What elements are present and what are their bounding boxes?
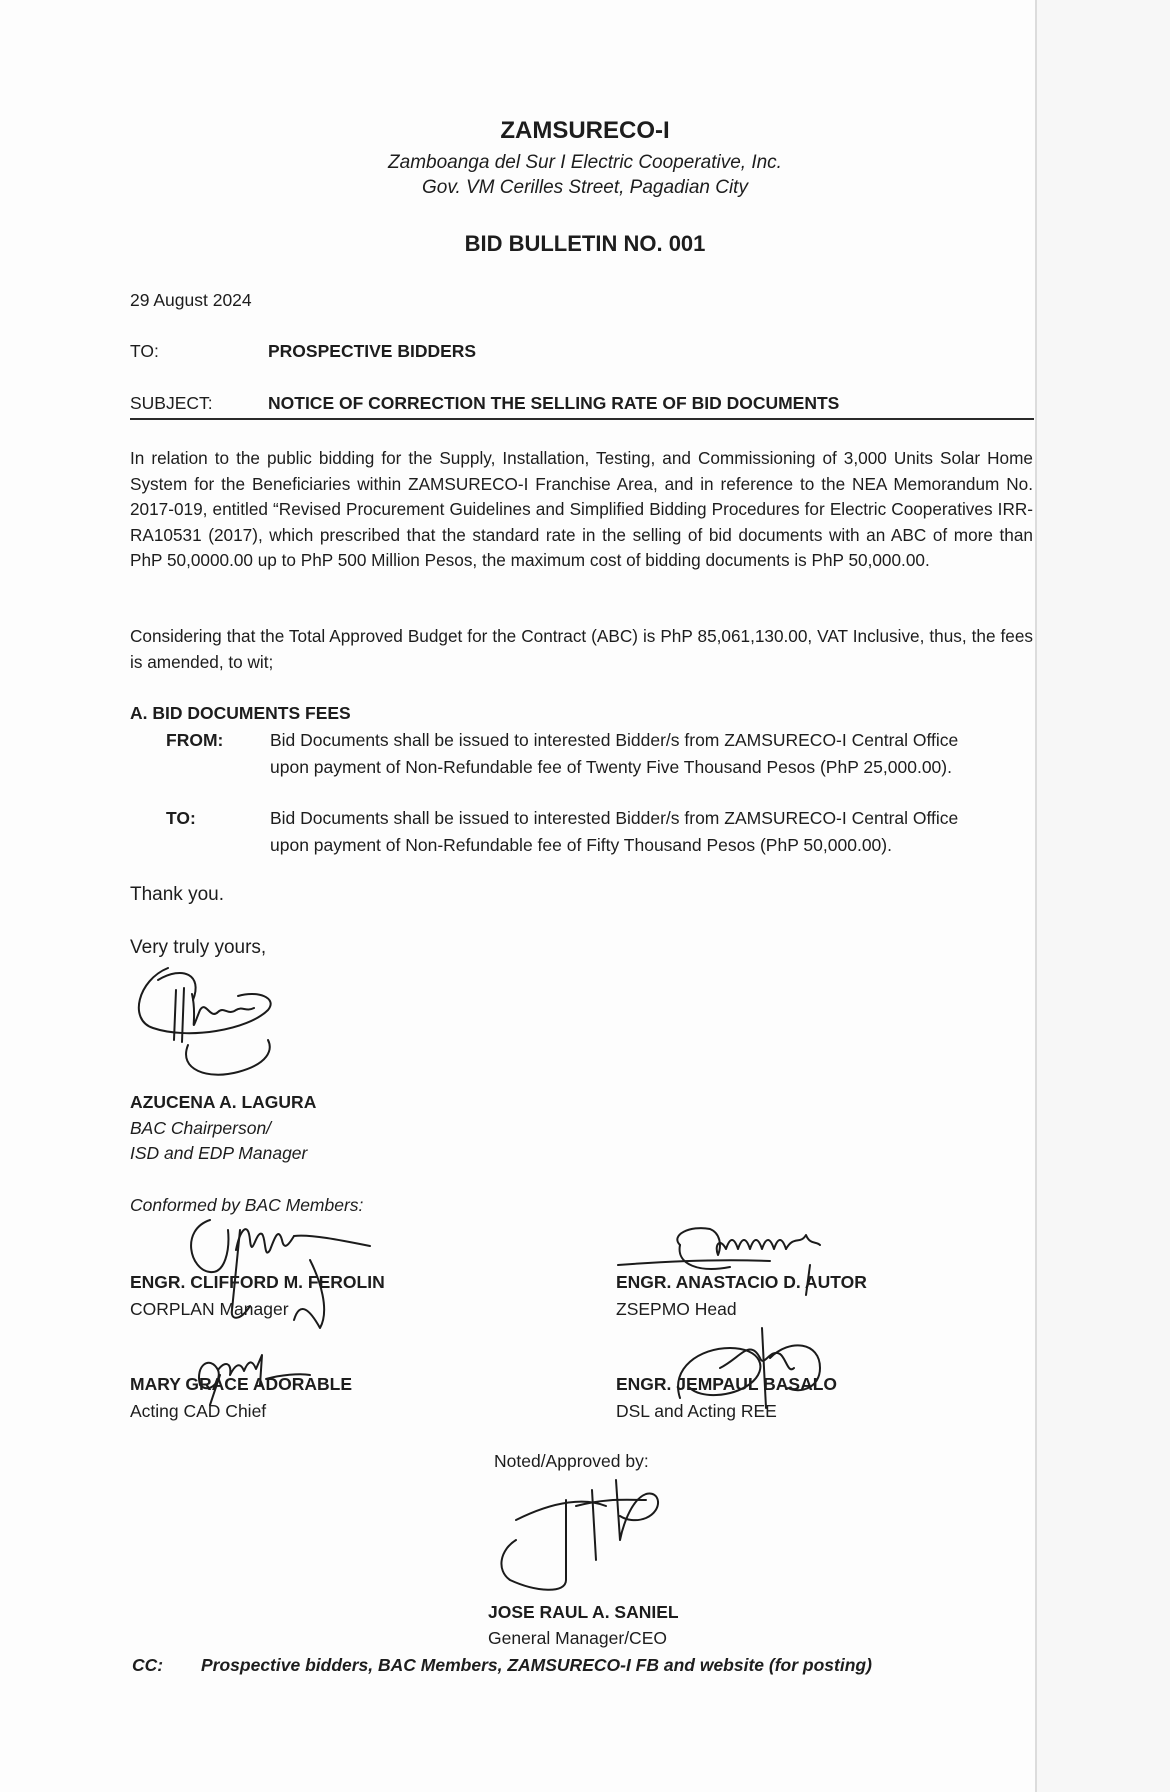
chair-title-2: ISD and EDP Manager — [130, 1143, 308, 1163]
org-name: ZAMSURECO-I — [500, 117, 670, 144]
body-paragraph-2: Considering that the Total Approved Budget for the Contract (ABC) is PhP 85,061,130.00, VAT Inclusive, thus, the fees is amended, to wit; — [130, 626, 1033, 672]
org-address: Gov. VM Cerilles Street, Pagadian City — [422, 177, 748, 198]
chair-title-1: BAC Chairperson/ — [130, 1118, 272, 1138]
memo-date: 29 August 2024 — [130, 290, 252, 310]
gm-name: JOSE RAUL A. SANIEL — [488, 1602, 679, 1622]
member-3-name: MARY GRACE ADORABLE — [130, 1374, 352, 1394]
chair-name: AZUCENA A. LAGURA — [130, 1092, 317, 1112]
member-3-title: Acting CAD Chief — [130, 1401, 267, 1421]
to-label: TO: — [130, 341, 159, 361]
thanks-text: Thank you. — [130, 884, 224, 905]
from-line-2: upon payment of Non-Refundable fee of Twenty Five Thousand Pesos (PhP 25,000.00). — [270, 757, 952, 777]
member-1-name: ENGR. CLIFFORD M. FEROLIN — [130, 1272, 385, 1292]
noted-label: Noted/Approved by: — [494, 1451, 649, 1471]
cc-label: CC: — [132, 1655, 164, 1675]
to-value: PROSPECTIVE BIDDERS — [268, 341, 477, 361]
member-4-name: ENGR. JEMPAUL BASALO — [616, 1374, 838, 1394]
member-1-title: CORPLAN Manager — [130, 1299, 289, 1319]
signature-gm — [496, 1470, 686, 1600]
page-edge — [1035, 0, 1170, 1792]
gm-title: General Manager/CEO — [488, 1628, 667, 1648]
member-2-title: ZSEPMO Head — [616, 1299, 737, 1319]
member-4-title: DSL and Acting REE — [616, 1401, 777, 1421]
signature-chair — [128, 960, 298, 1090]
to-fee-label: TO: — [166, 808, 196, 828]
body-paragraph-1: In relation to the public bidding for the Supply, Installation, Testing, and Commissioning of 3,000 Units Solar Home System for the Beneficiaries within ZAMSURECO-I Franchise Area, and in reference to the NEA Memorandum No. 2017-019, entitled “Revised Procurement Guidelines and Simplified Bidding Procedures for Electric Cooperatives IRR-RA10531 (2017), which prescribed that the standard rate in the selling of bid documents with an ABC of more than PhP 50,0000.00 up to PhP 500 Million Pesos, the maximum cost of bidding documents is PhP 50,000.00. — [130, 448, 1033, 570]
to-line-2: upon payment of Non-Refundable fee of Fifty Thousand Pesos (PhP 50,000.00). — [270, 835, 892, 855]
bulletin-title: BID BULLETIN NO. 001 — [464, 231, 706, 256]
conformed-label: Conformed by BAC Members: — [130, 1195, 364, 1215]
cc-value: Prospective bidders, BAC Members, ZAMSURECO-I FB and website (for posting) — [201, 1655, 872, 1675]
from-label: FROM: — [166, 730, 224, 750]
closing-text: Very truly yours, — [130, 937, 267, 958]
to-line-1: Bid Documents shall be issued to interested Bidder/s from ZAMSURECO-I Central Office — [270, 808, 959, 828]
member-2-name: ENGR. ANASTACIO D. AUTOR — [616, 1272, 867, 1292]
subject-value: NOTICE OF CORRECTION THE SELLING RATE OF BID DOCUMENTS — [268, 393, 840, 413]
subject-label: SUBJECT: — [130, 393, 213, 413]
org-full-name: Zamboanga del Sur I Electric Cooperative, Inc. — [388, 152, 782, 173]
section-title: A. BID DOCUMENTS FEES — [130, 703, 351, 723]
from-line-1: Bid Documents shall be issued to interested Bidder/s from ZAMSURECO-I Central Office — [270, 730, 959, 750]
subject-rule — [130, 418, 1034, 420]
